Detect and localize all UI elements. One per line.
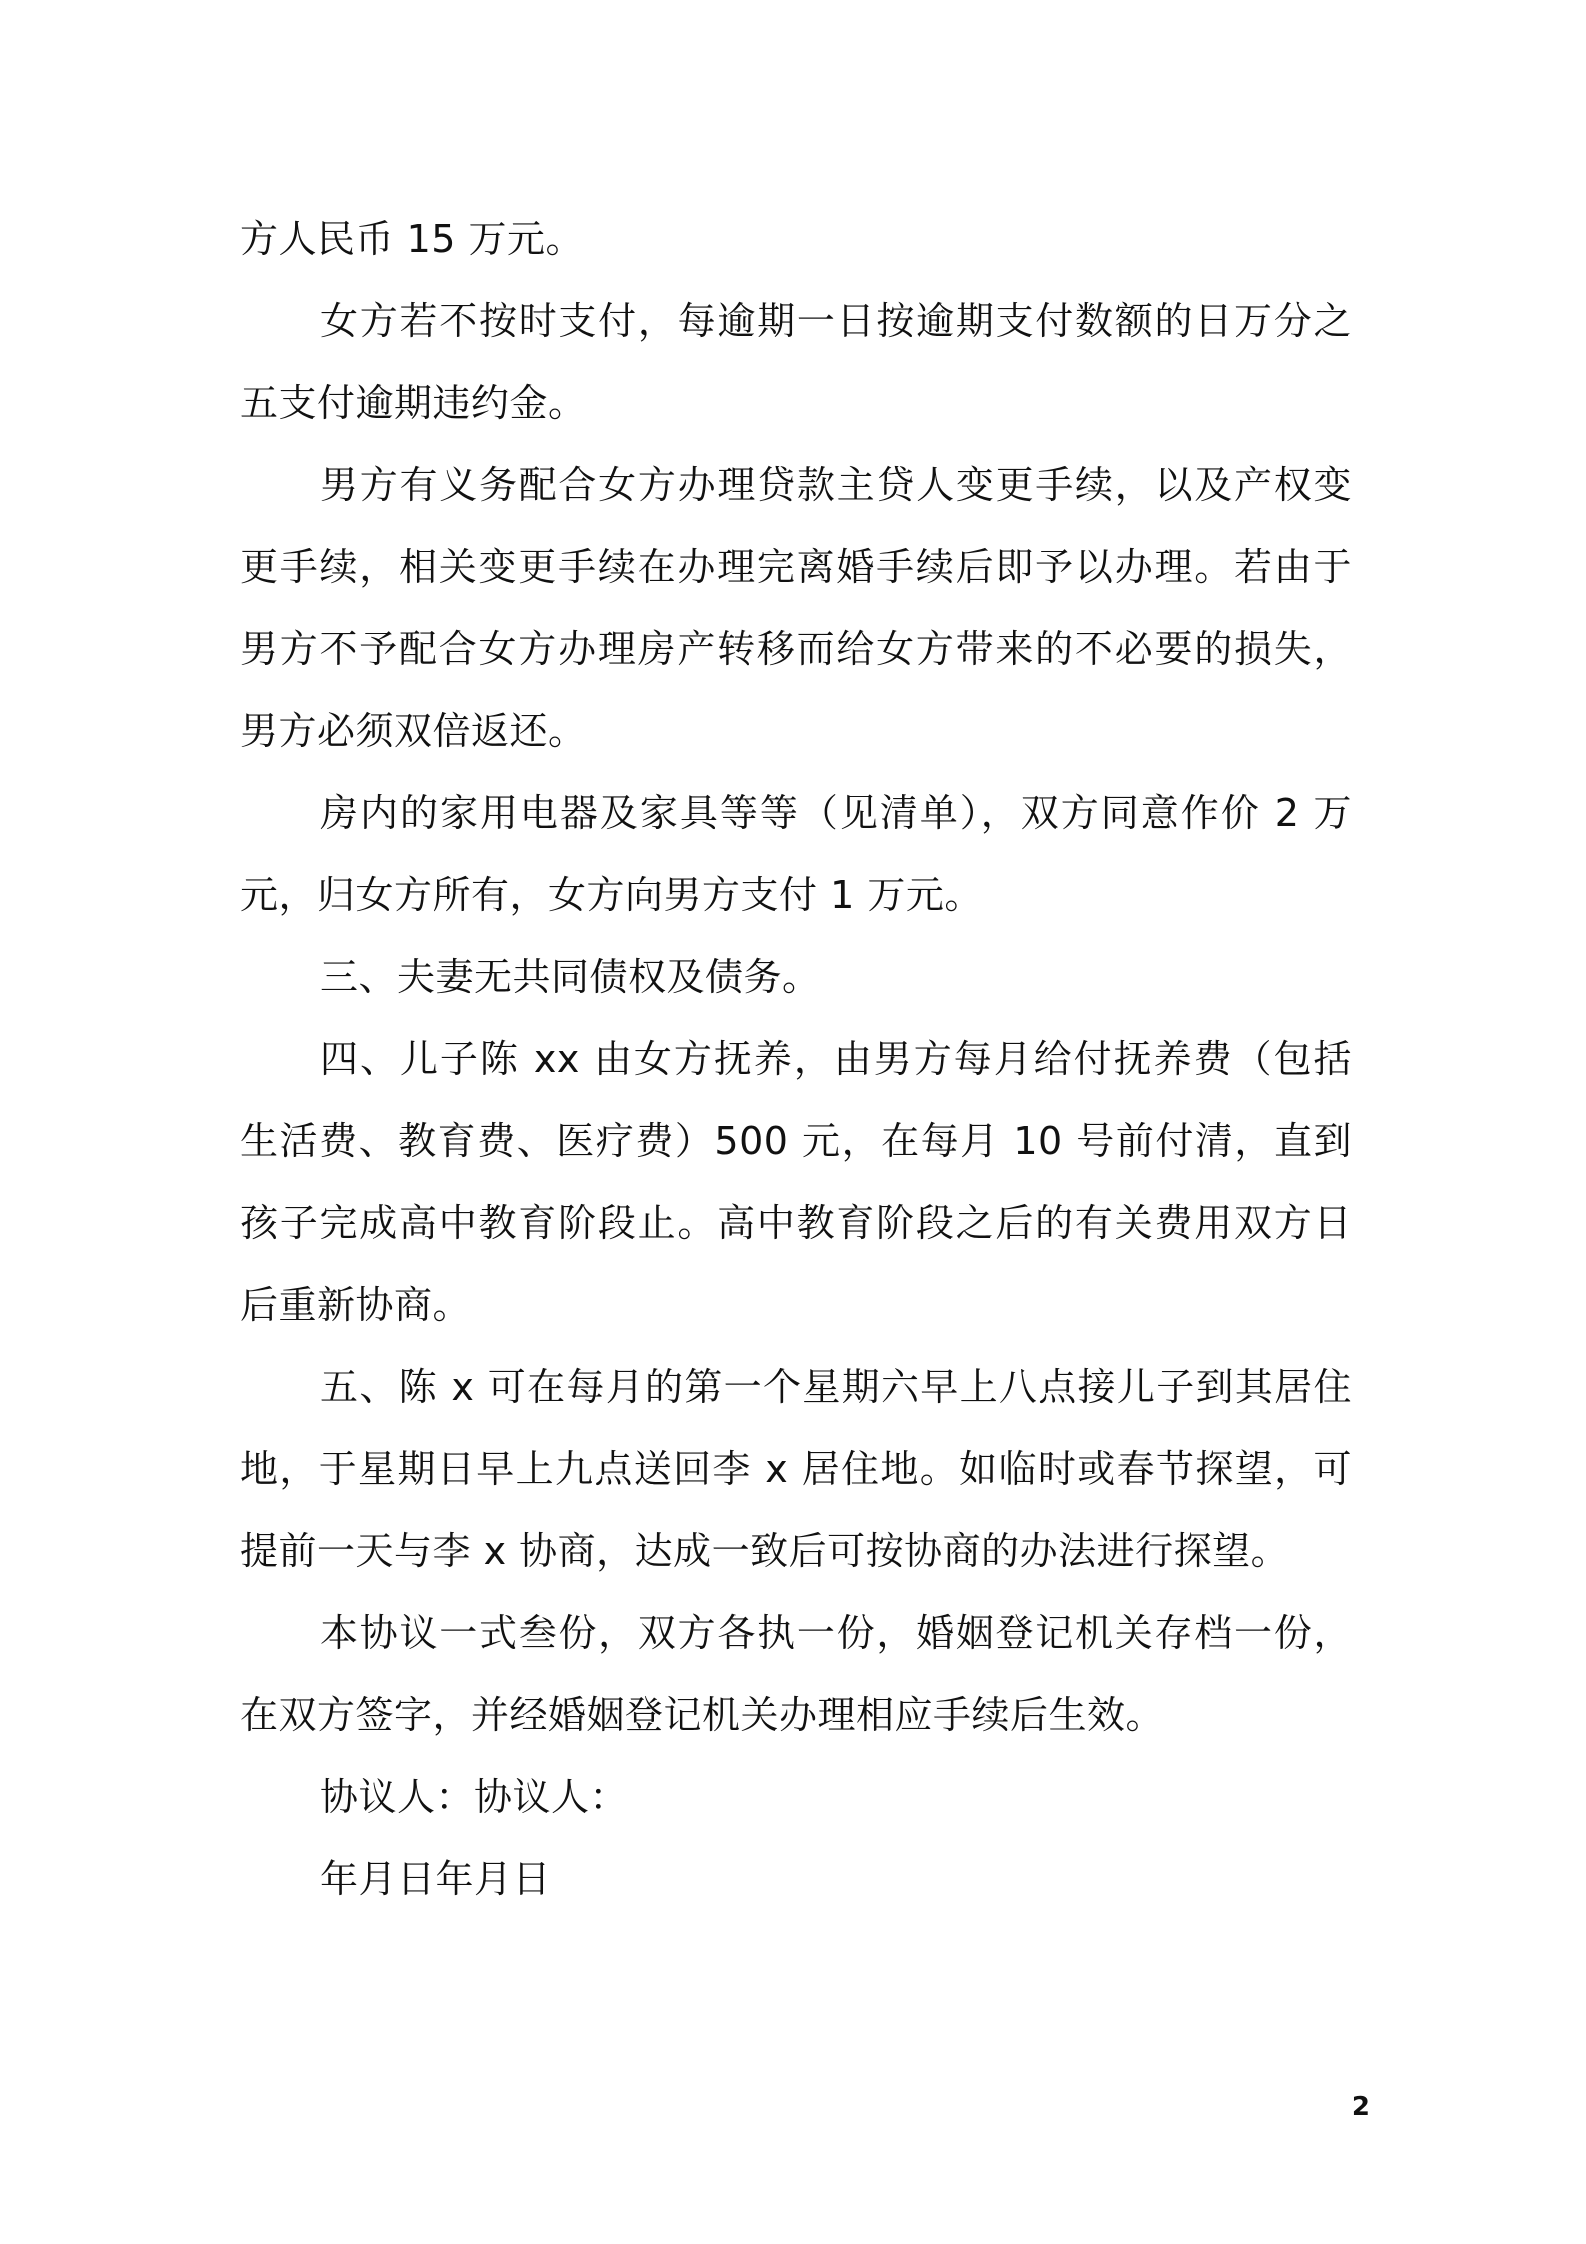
paragraph-child-support: 四、儿子陈 xx 由女方抚养，由男方每月给付抚养费（包括生活费、教育费、医疗费）500 元，在每月 10 号前付清，直到孩子完成高中教育阶段止。高中教育阶段之后的有关费用双方日后重新协商。 [240,1037,1352,1327]
paragraph-payment-amount: 方人民币 15 万元。 [240,217,585,261]
paragraph-dates: 年月日年月日 [320,1857,552,1901]
paragraph-visitation: 五、陈 x 可在每月的第一个星期六早上八点接儿子到其居住地，于星期日早上九点送回李 x 居住地。如临时或春节探望，可提前一天与李 x 协商，达成一致后可按协商的办法进行探望。 [240,1365,1352,1573]
paragraph-furniture: 房内的家用电器及家具等等（见清单），双方同意作价 2 万元，归女方所有，女方向男方支付 1 万元。 [240,791,1352,917]
paragraph-late-penalty: 女方若不按时支付，每逾期一日按逾期支付数额的日万分之五支付逾期违约金。 [240,299,1352,425]
paragraph-loan-transfer: 男方有义务配合女方办理贷款主贷人变更手续，以及产权变更手续，相关变更手续在办理完离婚手续后即予以办理。若由于男方不予配合女方办理房产转移而给女方带来的不必要的损失，男方必须双倍返还。 [240,463,1352,753]
page-number: 2 [1351,2092,1370,2122]
paragraph-debts: 三、夫妻无共同债权及债务。 [320,955,821,999]
paragraph-signatories: 协议人：协议人： [320,1775,629,1819]
document-body [240,198,1352,1920]
paragraph-copies: 本协议一式叁份，双方各执一份，婚姻登记机关存档一份，在双方签字，并经婚姻登记机关办理相应手续后生效。 [240,1611,1352,1737]
